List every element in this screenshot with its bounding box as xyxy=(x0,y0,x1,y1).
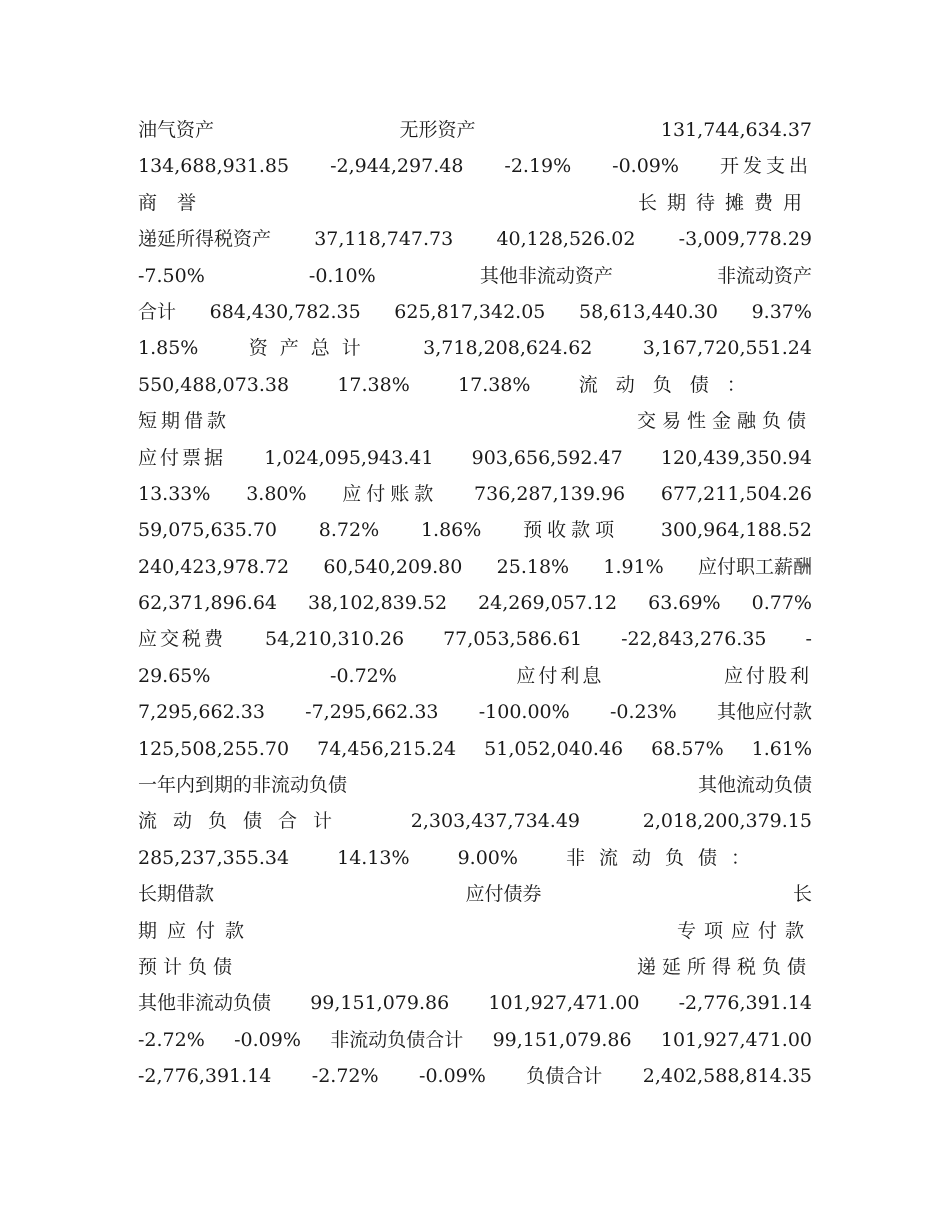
text-segment: 51,052,040.46 xyxy=(484,737,624,760)
text-segment: 9.37% xyxy=(751,300,812,323)
text-segment: 74,456,215.24 xyxy=(317,737,457,760)
text-segment: 54,210,310.26 xyxy=(265,628,405,651)
text-segment: 131,744,634.37 xyxy=(660,119,812,141)
text-segment: 0.77% xyxy=(751,592,812,615)
text-line xyxy=(138,840,812,876)
text-line xyxy=(138,185,812,221)
text-line xyxy=(138,148,812,184)
text-segment: 非流动负债： xyxy=(565,846,764,869)
text-segment: -0.09% xyxy=(612,155,679,178)
text-segment: -2.72% xyxy=(138,1028,205,1051)
text-segment: 677,211,504.26 xyxy=(660,482,812,505)
text-segment: -7,295,662.33 xyxy=(305,701,439,724)
text-segment: 99,151,079.86 xyxy=(492,1028,632,1051)
text-segment: 商誉 xyxy=(138,191,217,214)
text-segment: 101,927,471.00 xyxy=(660,1028,812,1051)
text-line xyxy=(138,221,812,257)
text-segment: 1.86% xyxy=(420,519,482,542)
text-segment: -0.23% xyxy=(609,701,677,724)
text-segment: 17.38% xyxy=(458,373,531,396)
text-line xyxy=(138,294,812,330)
text-segment: 3,718,208,624.62 xyxy=(423,337,593,360)
text-segment: 其他非流动资产 xyxy=(479,264,613,287)
text-segment: 负债合计 xyxy=(526,1065,603,1088)
text-segment: 17.38% xyxy=(337,373,410,396)
text-segment: -0.09% xyxy=(234,1028,301,1051)
text-line xyxy=(138,694,812,730)
text-segment: 7,295,662.33 xyxy=(138,701,265,724)
text-segment: 14.13% xyxy=(337,846,410,869)
text-segment: 预收款项 xyxy=(523,519,620,542)
text-segment: 58,613,440.30 xyxy=(578,300,718,323)
text-segment: 3.80% xyxy=(246,482,307,505)
text-segment: 625,817,342.05 xyxy=(394,300,546,323)
text-segment: 油气资产 xyxy=(138,119,215,141)
text-segment: 684,430,782.35 xyxy=(209,300,361,323)
text-segment: 25.18% xyxy=(496,555,570,578)
text-segment: 应交税费 xyxy=(138,628,227,651)
text-segment: 递延所得税负债 xyxy=(636,955,812,978)
text-line xyxy=(138,803,812,839)
text-segment: -2.72% xyxy=(311,1065,379,1088)
text-segment: 125,508,255.70 xyxy=(138,737,290,760)
text-segment: 应付债券 xyxy=(465,883,542,906)
text-segment: 550,488,073.38 xyxy=(138,373,290,396)
text-segment: 60,540,209.80 xyxy=(323,555,463,578)
text-segment: 短期借款 xyxy=(138,410,231,433)
text-segment: 40,128,526.02 xyxy=(496,228,636,251)
text-segment: 其他应付款 xyxy=(716,701,812,724)
text-segment: 流动负债合计 xyxy=(138,810,349,833)
text-line xyxy=(138,985,812,1021)
text-line xyxy=(138,731,812,767)
text-segment: 68.57% xyxy=(651,737,724,760)
text-segment: 240,423,978.72 xyxy=(138,555,290,578)
text-segment: 长 xyxy=(792,883,812,906)
text-line xyxy=(138,949,812,985)
text-segment: 8.72% xyxy=(318,519,380,542)
text-line xyxy=(138,112,812,148)
text-segment: 其他非流动负债 xyxy=(138,992,272,1015)
text-segment: 2,018,200,379.15 xyxy=(642,810,812,833)
text-segment: 37,118,747.73 xyxy=(314,228,454,251)
text-segment: 1,024,095,943.41 xyxy=(264,446,434,469)
text-segment: -2,776,391.14 xyxy=(678,992,812,1015)
text-segment: 无形资产 xyxy=(399,119,476,141)
text-line xyxy=(138,767,812,803)
text-segment: 24,269,057.12 xyxy=(478,592,618,615)
text-segment: 应付股利 xyxy=(723,664,812,687)
text-line xyxy=(138,403,812,439)
text-line xyxy=(138,1058,812,1094)
text-segment: -0.09% xyxy=(419,1065,486,1088)
text-segment: -2,944,297.48 xyxy=(330,155,464,178)
text-line xyxy=(138,913,812,949)
text-segment: 1.85% xyxy=(138,337,199,360)
text-line xyxy=(138,440,812,476)
text-line xyxy=(138,367,812,403)
text-line xyxy=(138,549,812,585)
text-segment: -2,776,391.14 xyxy=(138,1065,272,1088)
text-segment: 专项应付款 xyxy=(676,919,812,942)
text-segment: 29.65% xyxy=(138,664,211,687)
text-segment: 递延所得税资产 xyxy=(138,228,272,251)
text-segment: -22,843,276.35 xyxy=(621,628,767,651)
text-segment: 应付账款 xyxy=(342,482,439,505)
text-line xyxy=(138,512,812,548)
text-segment: 开发支出 xyxy=(719,155,812,178)
text-segment: 300,964,188.52 xyxy=(660,519,812,542)
text-line xyxy=(138,585,812,621)
text-segment: 99,151,079.86 xyxy=(310,992,450,1015)
text-line xyxy=(138,476,812,512)
text-line xyxy=(138,876,812,912)
text-segment: 120,439,350.94 xyxy=(660,446,812,469)
text-segment: 资产总计 xyxy=(248,337,373,360)
text-segment: 1.91% xyxy=(603,555,664,578)
text-line xyxy=(138,258,812,294)
text-segment: 流动负债： xyxy=(578,373,764,396)
text-segment: 2,402,588,814.35 xyxy=(642,1065,812,1088)
text-segment: 134,688,931.85 xyxy=(138,155,290,178)
text-line xyxy=(138,621,812,657)
text-segment: 62,371,896.64 xyxy=(138,592,278,615)
text-segment: 13.33% xyxy=(138,482,211,505)
text-segment: -7.50% xyxy=(138,264,205,287)
text-segment: - xyxy=(805,628,812,651)
text-segment: 101,927,471.00 xyxy=(488,992,640,1015)
text-segment: 应付利息 xyxy=(516,664,605,687)
text-segment: 9.00% xyxy=(457,846,518,869)
text-segment: 长期借款 xyxy=(138,883,215,906)
text-segment: 期应付款 xyxy=(138,919,255,942)
text-segment: 非流动负债合计 xyxy=(330,1028,464,1051)
text-segment: -3,009,778.29 xyxy=(678,228,812,251)
text-segment: 1.61% xyxy=(751,737,812,760)
text-segment: 一年内到期的非流动负债 xyxy=(138,774,348,797)
text-segment: 903,656,592.47 xyxy=(471,446,623,469)
text-segment: 预计负债 xyxy=(138,955,239,978)
text-line xyxy=(138,658,812,694)
text-segment: 736,287,139.96 xyxy=(474,482,626,505)
text-segment: 3,167,720,551.24 xyxy=(642,337,812,360)
text-segment: 合计 xyxy=(138,300,177,323)
text-segment: 其他流动负债 xyxy=(697,774,812,797)
text-segment: 交易性金融负债 xyxy=(636,410,812,433)
text-segment: 38,102,839.52 xyxy=(308,592,448,615)
text-segment: -0.72% xyxy=(330,664,397,687)
text-segment: -0.10% xyxy=(308,264,376,287)
text-segment: 长期待摊费用 xyxy=(637,191,812,214)
text-segment: 63.69% xyxy=(648,592,721,615)
text-segment: 非流动资产 xyxy=(716,264,812,287)
text-line xyxy=(138,1022,812,1058)
text-segment: 应付票据 xyxy=(138,446,227,469)
text-segment: -2.19% xyxy=(504,155,572,178)
text-segment: 应付职工薪酬 xyxy=(697,555,812,578)
text-segment: 2,303,437,734.49 xyxy=(410,810,580,833)
text-segment: 59,075,635.70 xyxy=(138,519,278,542)
document-body xyxy=(138,112,812,1095)
text-line xyxy=(138,330,812,366)
text-segment: 77,053,586.61 xyxy=(443,628,583,651)
text-segment: 285,237,355.34 xyxy=(138,846,290,869)
text-segment: -100.00% xyxy=(478,701,570,724)
